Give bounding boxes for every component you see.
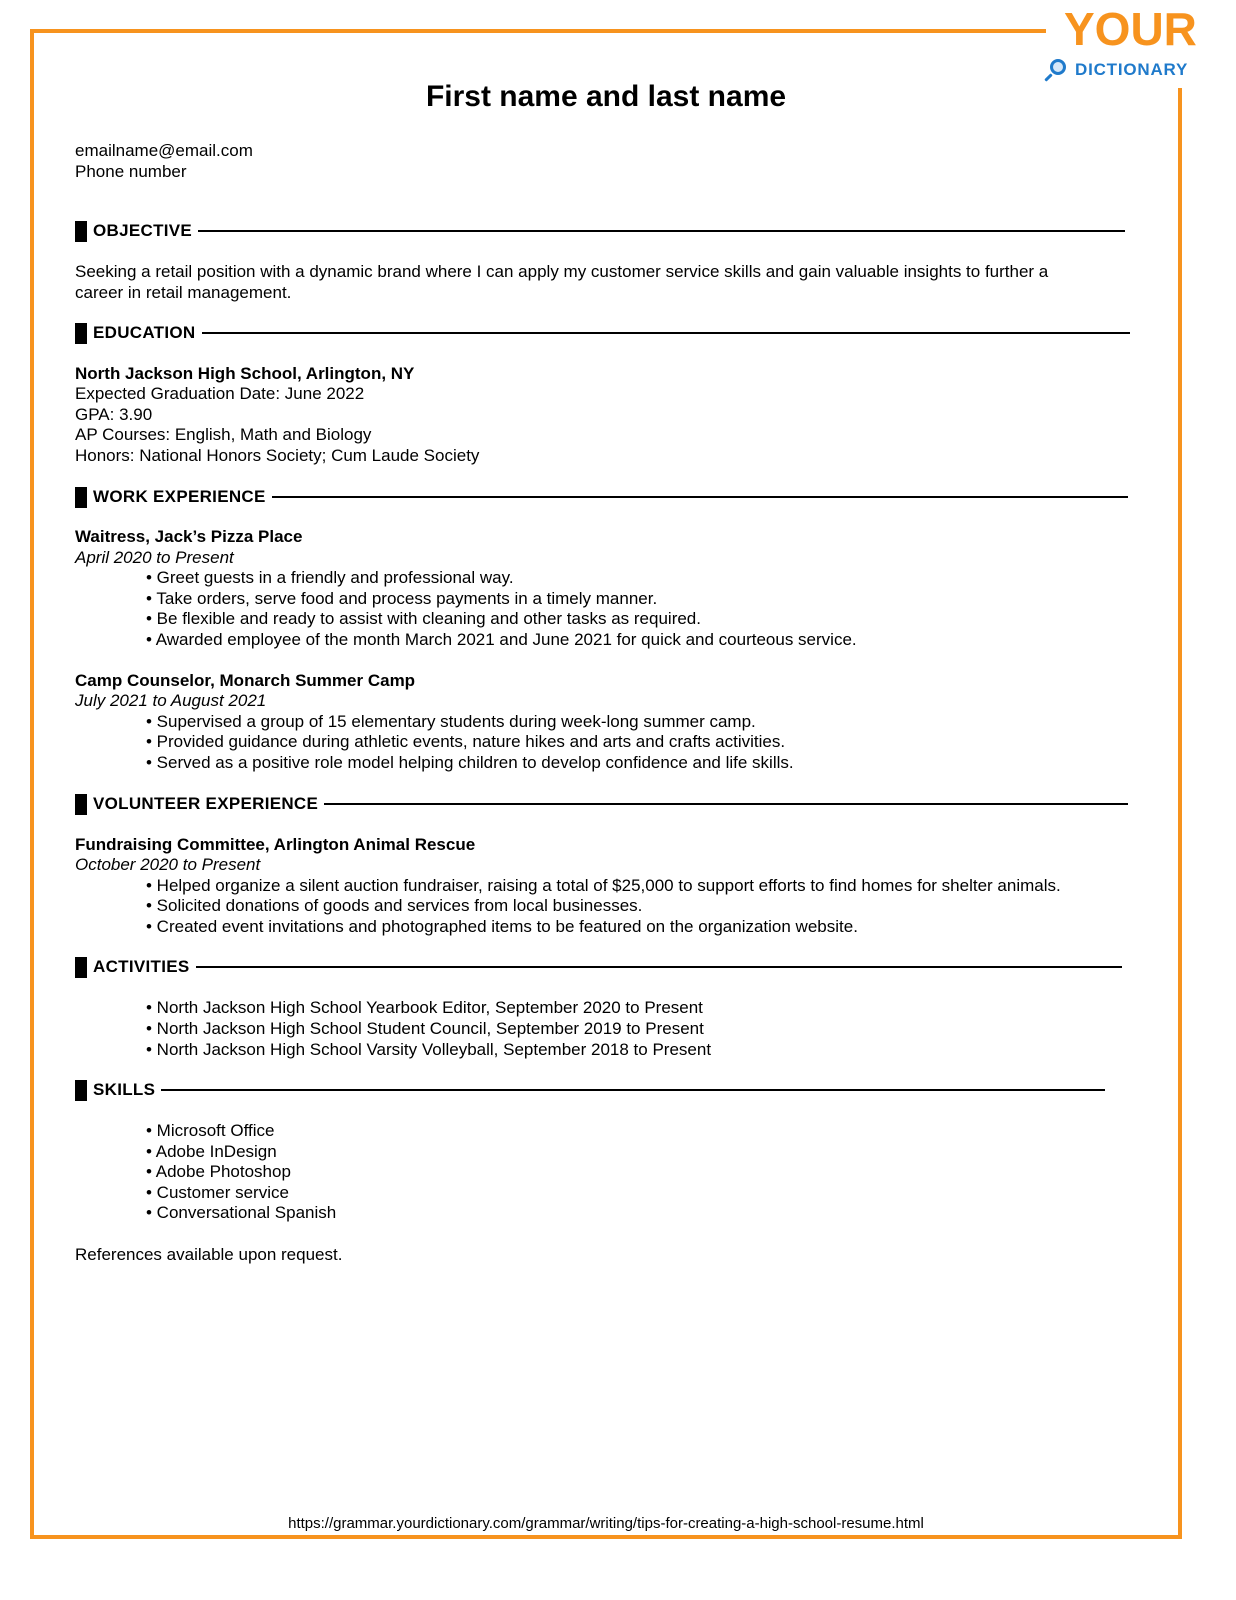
education-line: AP Courses: English, Math and Biology	[75, 425, 372, 444]
skill-item: • Conversational Spanish	[146, 1203, 337, 1222]
section-title: ACTIVITIES	[93, 957, 190, 976]
job-dates: April 2020 to Present	[75, 548, 234, 567]
frame-border-right	[1178, 88, 1182, 1539]
header-marker	[75, 957, 87, 978]
job-bullet: • Served as a positive role model helping children to develop confidence and life skills.	[146, 753, 794, 772]
contact-phone: Phone number	[75, 162, 187, 181]
logo-your-text: YOUR	[1064, 3, 1197, 55]
magnifier-icon	[1050, 59, 1066, 75]
references-note: References available upon request.	[75, 1245, 343, 1264]
job-title: Waitress, Jack’s Pizza Place	[75, 527, 303, 546]
volunteer-bullet: • Helped organize a silent auction fundraiser, raising a total of $25,000 to support efforts to find homes for shelter animals.	[146, 876, 1061, 895]
header-rule	[161, 1089, 1105, 1091]
section-header-objective	[75, 220, 1125, 242]
skill-item: • Adobe Photoshop	[146, 1162, 291, 1181]
skill-item: • Microsoft Office	[146, 1121, 275, 1140]
volunteer-bullet: • Created event invitations and photographed items to be featured on the organization website.	[146, 917, 858, 936]
job-title: Camp Counselor, Monarch Summer Camp	[75, 671, 416, 690]
header-marker	[75, 1080, 87, 1101]
activity-item: • North Jackson High School Student Council, September 2019 to Present	[146, 1019, 704, 1038]
job-bullet: • Supervised a group of 15 elementary students during week-long summer camp.	[146, 712, 756, 731]
yourdictionary-logo	[1048, 4, 1218, 84]
activity-item: • North Jackson High School Varsity Volleyball, September 2018 to Present	[146, 1040, 712, 1059]
skill-item: • Customer service	[146, 1183, 289, 1202]
section-header-volunteer	[75, 793, 1128, 815]
header-marker	[75, 221, 87, 242]
job-bullet: • Greet guests in a friendly and professional way.	[146, 568, 514, 587]
school-name: North Jackson High School, Arlington, NY	[75, 364, 415, 383]
section-header-activities	[75, 956, 1122, 978]
section-header-skills	[75, 1079, 1105, 1101]
objective-line: Seeking a retail position with a dynamic brand where I can apply my customer service skills and gain valuable insights to further a	[75, 262, 1049, 281]
job-bullet: • Be flexible and ready to assist with cleaning and other tasks as required.	[146, 609, 701, 628]
header-rule	[202, 332, 1131, 334]
section-title: EDUCATION	[93, 323, 196, 342]
job-bullet: • Take orders, serve food and process payments in a timely manner.	[146, 589, 658, 608]
section-header-education	[75, 322, 1130, 344]
section-header-work	[75, 486, 1128, 508]
education-line: Expected Graduation Date: June 2022	[75, 384, 365, 403]
header-rule	[272, 496, 1128, 498]
job-bullet: • Provided guidance during athletic events, nature hikes and arts and crafts activities.	[146, 732, 786, 751]
header-rule	[198, 230, 1125, 232]
resume-name: First name and last name	[425, 80, 787, 113]
source-url[interactable]: https://grammar.yourdictionary.com/grammar/writing/tips-for-creating-a-high-school-resume.html	[288, 1515, 924, 1532]
header-marker	[75, 323, 87, 344]
logo-dictionary-text: DICTIONARY	[1075, 60, 1189, 79]
volunteer-title: Fundraising Committee, Arlington Animal Rescue	[75, 835, 476, 854]
activity-item: • North Jackson High School Yearbook Editor, September 2020 to Present	[146, 998, 703, 1017]
job-dates: July 2021 to August 2021	[75, 691, 267, 710]
frame-border-bottom	[30, 1535, 1182, 1539]
section-title: SKILLS	[93, 1080, 156, 1099]
job-bullet: • Awarded employee of the month March 2021 and June 2021 for quick and courteous service.	[146, 630, 857, 649]
contact-email: emailname@email.com	[75, 141, 253, 160]
header-marker	[75, 487, 87, 508]
header-rule	[324, 803, 1128, 805]
education-line: Honors: National Honors Society; Cum Laude Society	[75, 446, 480, 465]
frame-border-left	[30, 29, 34, 1539]
header-marker	[75, 794, 87, 815]
skill-item: • Adobe InDesign	[146, 1142, 277, 1161]
education-line: GPA: 3.90	[75, 405, 153, 424]
header-rule	[196, 966, 1122, 968]
volunteer-dates: October 2020 to Present	[75, 855, 261, 874]
objective-line: career in retail management.	[75, 283, 292, 302]
section-title: OBJECTIVE	[93, 221, 193, 240]
frame-border-top	[30, 29, 1046, 33]
section-title: VOLUNTEER EXPERIENCE	[93, 794, 319, 813]
volunteer-bullet: • Solicited donations of goods and services from local businesses.	[146, 896, 643, 915]
section-title: WORK EXPERIENCE	[93, 487, 266, 506]
